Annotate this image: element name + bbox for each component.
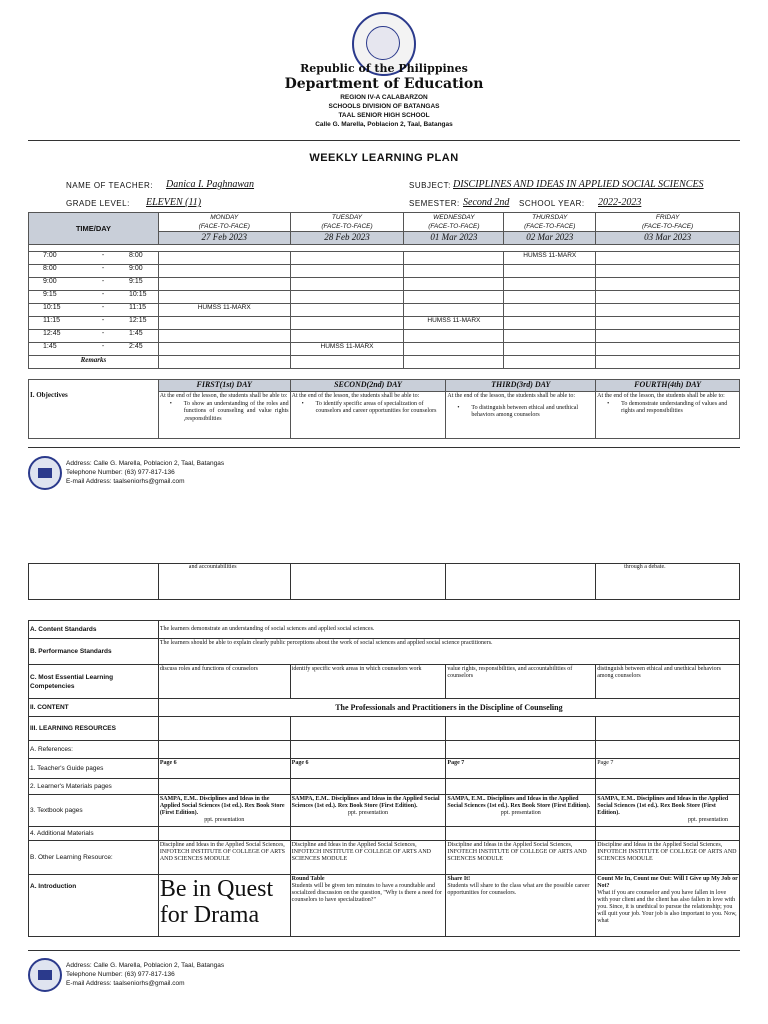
other-resources-cell-4: Discipline and Ideas in the Applied Social Sciences, INFOTECH INSTITUTE OF COLLEGE OF ARTS AND SCIENCES MODULE xyxy=(596,841,740,875)
footer-phone: Telephone Number: (63) 977-817-136 xyxy=(66,469,175,476)
melc-cell-3: value rights, responsibilities, and accountabilities of counselors xyxy=(446,665,596,699)
tg-page-2: Page 6 xyxy=(290,759,446,779)
content-text: The Professionals and Practitioners in the Discipline of Counseling xyxy=(158,699,739,717)
subject-value: DISCIPLINES AND IDEAS IN APPLIED SOCIAL SCIENCES xyxy=(453,179,704,190)
school-line: TAAL SENIOR HIGH SCHOOL xyxy=(338,112,430,119)
semester-label: SEMESTER: xyxy=(409,199,460,208)
textbook-cell-1: SAMPA, E.M.. Disciplines and Ideas in the Applied Social Sciences (1st ed.). Rex Book Store (First Edition). ppt. presentation xyxy=(158,795,290,827)
time-slot: 12:45 - 1:45 xyxy=(29,330,159,343)
schedule-cell xyxy=(596,278,740,291)
schedule-cell xyxy=(158,278,290,291)
day-header-monday: MONDAY (FACE-TO-FACE) xyxy=(158,213,290,232)
footer-email: E-mail Address: taalseniorhs@gmail.com xyxy=(66,980,185,987)
objectives-head-1: FIRST(1st) DAY xyxy=(158,380,290,392)
schedule-cell: HUMSS 11-MARX xyxy=(158,304,290,317)
introduction-cell-4: Count Me In, Count me Out: Will I Give up My Job or Not? What if you are counselor and you have fallen in love with your client and the client has also fallen in love with you. Since, it is unethical to pursue the relationship; you will quit your job. Your job is also important to you. Now, what xyxy=(596,875,740,937)
region-line: REGION IV-A CALABARZON xyxy=(340,94,428,101)
schedule-cell xyxy=(158,343,290,356)
date-monday: 27 Feb 2023 xyxy=(158,232,290,245)
schedule-cell xyxy=(596,317,740,330)
objectives-cont-4: through a debate. xyxy=(596,564,740,600)
schedule-cell xyxy=(596,291,740,304)
day-header-tuesday: TUESDAY (FACE-TO-FACE) xyxy=(290,213,404,232)
objectives-cont-1: and accountabilities xyxy=(158,564,290,600)
footer-email: E-mail Address: taalseniorhs@gmail.com xyxy=(66,478,185,485)
year-value: 2022-2023 xyxy=(598,197,642,208)
learners-materials-label: 2. Learner's Materials pages xyxy=(29,779,159,795)
schedule-cell xyxy=(596,252,740,265)
other-resources-label: B. Other Learning Resource: xyxy=(29,841,159,875)
objectives-head-4: FOURTH(4th) DAY xyxy=(596,380,740,392)
day-header-thursday: THURSDAY (FACE-TO-FACE) xyxy=(504,213,596,232)
schedule-cell xyxy=(404,265,504,278)
schedule-row xyxy=(29,304,740,317)
schedule-cell xyxy=(290,291,404,304)
schedule-cell xyxy=(290,304,404,317)
teachers-guide-label: 1. Teacher's Guide pages xyxy=(29,759,159,779)
schedule-cell xyxy=(290,317,404,330)
performance-standards-label: B. Performance Standards xyxy=(29,639,159,665)
footer-address: Address: Calle G. Marella, Poblacion 2, Taal, Batangas xyxy=(66,460,225,467)
date-tuesday: 28 Feb 2023 xyxy=(290,232,404,245)
schedule-cell: HUMSS 11-MARX xyxy=(504,252,596,265)
footer-divider xyxy=(28,950,740,951)
schedule-cell xyxy=(504,265,596,278)
objectives-day-4: At the end of the lesson, the students shall be able to: • To demonstrate understanding of values and rights and responsibilities xyxy=(596,392,740,439)
textbook-label: 3. Textbook pages xyxy=(29,795,159,827)
introduction-cell-3: Share It! Students will share to the class what are the possible career opportunities for counselors. xyxy=(446,875,596,937)
introduction-cell-1: Be in Quest for Drama xyxy=(158,875,290,937)
schedule-cell xyxy=(404,252,504,265)
school-logo xyxy=(28,958,62,992)
schedule-cell xyxy=(504,304,596,317)
content-label: II. CONTENT xyxy=(29,699,159,717)
additional-materials-label: 4. Additional Materials xyxy=(29,827,159,841)
content-standards-text: The learners demonstrate an understanding of social sciences and applied social sciences. xyxy=(158,621,739,639)
references-label: A. References: xyxy=(29,741,159,759)
tg-page-4: Page 7 xyxy=(596,759,740,779)
melc-cell-4: distinguish between ethical and unethical behaviors among counselors xyxy=(596,665,740,699)
objectives-day-1: At the end of the lesson, the students shall be able to: • To show an understanding of the roles and functions of counseling and value rights ,responsibilities xyxy=(158,392,290,439)
time-day-header: TIME/DAY xyxy=(29,213,159,245)
melc-label: C. Most Essential Learning Competencies xyxy=(29,665,159,699)
schedule-table xyxy=(28,212,740,369)
content-standards-label: A. Content Standards xyxy=(29,621,159,639)
objectives-head-2: SECOND(2nd) DAY xyxy=(290,380,446,392)
teacher-label: NAME OF TEACHER: xyxy=(66,181,153,190)
schedule-row xyxy=(29,330,740,343)
other-resources-cell-2: Discipline and Ideas in the Applied Social Sciences, INFOTECH INSTITUTE OF COLLEGE OF ARTS AND SCIENCES MODULE xyxy=(290,841,446,875)
textbook-cell-3: SAMPA, E.M.. Disciplines and Ideas in the Applied Social Sciences (1st ed.). Rex Book Store (First Edition). ppt. presentation xyxy=(446,795,596,827)
day-header-friday: FRIDAY (FACE-TO-FACE) xyxy=(596,213,740,232)
school-address-line: Calle G. Marella, Poblacion 2, Taal, Batangas xyxy=(315,121,453,128)
grade-label: GRADE LEVEL: xyxy=(66,199,130,208)
introduction-cell-2: Round Table Students will be given ten minutes to have a roundtable and socialized discussion on the question, "Why is there a need for counselors to have specialization?" xyxy=(290,875,446,937)
schedule-row xyxy=(29,317,740,330)
objectives-day-2: At the end of the lesson, the students shall be able to: • To identify specific areas of specialization of counselors and career opportunities for counselors xyxy=(290,392,446,439)
objectives-head-3: THIRD(3rd) DAY xyxy=(446,380,596,392)
schedule-cell xyxy=(404,304,504,317)
objectives-continuation xyxy=(28,563,740,600)
other-resources-cell-3: Discipline and Ideas in the Applied Social Sciences, INFOTECH INSTITUTE OF COLLEGE OF ARTS AND SCIENCES MODULE xyxy=(446,841,596,875)
grade-value: ELEVEN (11) xyxy=(146,197,202,208)
schedule-cell xyxy=(158,252,290,265)
remarks-label: Remarks xyxy=(29,356,159,369)
schedule-row xyxy=(29,265,740,278)
footer-address: Address: Calle G. Marella, Poblacion 2, Taal, Batangas xyxy=(66,962,225,969)
objectives-table xyxy=(28,379,740,439)
schedule-row xyxy=(29,252,740,265)
textbook-cell-2: SAMPA, E.M.. Disciplines and Ideas in the Applied Social Sciences (1st ed.). Rex Book Store (First Edition). ppt. presentation xyxy=(290,795,446,827)
other-resources-cell-1: Discipline and Ideas in the Applied Social Sciences, INFOTECH INSTITUTE OF COLLEGE OF ARTS AND SCIENCES MODULE xyxy=(158,841,290,875)
header-divider xyxy=(28,140,740,141)
schedule-cell xyxy=(158,330,290,343)
schedule-cell xyxy=(158,291,290,304)
schedule-cell xyxy=(290,278,404,291)
division-line: SCHOOLS DIVISION OF BATANGAS xyxy=(328,103,440,110)
schedule-cell xyxy=(404,278,504,291)
schedule-cell xyxy=(596,343,740,356)
footer-block-1 xyxy=(28,456,348,492)
schedule-cell xyxy=(404,291,504,304)
schedule-cell xyxy=(158,317,290,330)
page-title: WEEKLY LEARNING PLAN xyxy=(309,152,459,164)
time-slot: 10:15 - 11:15 xyxy=(29,304,159,317)
teacher-value: Danica I. Paghnawan xyxy=(166,179,255,190)
learning-resources-label: III. LEARNING RESOURCES xyxy=(29,717,159,741)
time-slot: 11:15 - 12:15 xyxy=(29,317,159,330)
department-heading: Department of Education xyxy=(284,76,484,92)
footer-phone: Telephone Number: (63) 977-817-136 xyxy=(66,971,175,978)
schedule-cell xyxy=(404,330,504,343)
day-header-wednesday: WEDNESDAY (FACE-TO-FACE) xyxy=(404,213,504,232)
introduction-label: A. Introduction xyxy=(29,875,159,937)
textbook-cell-4: SAMPA, E.M.. Disciplines and Ideas in the Applied Social Sciences (1st ed.). Rex Book Store (First Edition). ppt. presentation xyxy=(596,795,740,827)
schedule-cell xyxy=(158,265,290,278)
schedule-cell xyxy=(596,330,740,343)
schedule-cell xyxy=(596,265,740,278)
semester-value: Second 2nd xyxy=(463,197,510,208)
school-logo xyxy=(28,456,62,490)
footer-block-2 xyxy=(28,958,348,994)
schedule-cell xyxy=(504,278,596,291)
date-thursday: 02 Mar 2023 xyxy=(504,232,596,245)
melc-cell-1: discuss roles and functions of counselors xyxy=(158,665,290,699)
date-wednesday: 01 Mar 2023 xyxy=(404,232,504,245)
schedule-row xyxy=(29,278,740,291)
schedule-cell xyxy=(290,330,404,343)
republic-heading: Republic of the Philippines xyxy=(300,62,468,75)
schedule-cell xyxy=(596,304,740,317)
lesson-plan-table xyxy=(28,620,740,937)
year-label: SCHOOL YEAR: xyxy=(519,199,585,208)
page-break-divider xyxy=(28,447,740,448)
schedule-cell xyxy=(504,291,596,304)
schedule-cell xyxy=(290,265,404,278)
schedule-cell xyxy=(504,317,596,330)
tg-page-3: Page 7 xyxy=(446,759,596,779)
tg-page-1: Page 6 xyxy=(158,759,290,779)
time-slot: 9:00 - 9:15 xyxy=(29,278,159,291)
schedule-rows xyxy=(29,252,740,356)
time-slot: 8:00 - 9:00 xyxy=(29,265,159,278)
time-slot: 7:00 - 8:00 xyxy=(29,252,159,265)
schedule-cell: HUMSS 11-MARX xyxy=(404,317,504,330)
objectives-day-3: At the end of the lesson, the students shall be able to: • To distinguish between ethical and unethical behaviors among counselors xyxy=(446,392,596,439)
schedule-row xyxy=(29,343,740,356)
time-slot: 1:45 - 2:45 xyxy=(29,343,159,356)
schedule-cell: HUMSS 11-MARX xyxy=(290,343,404,356)
schedule-cell xyxy=(504,343,596,356)
performance-standards-text: The learners should be able to explain clearly public perceptions about the work of social sciences and applied social science practitioners. xyxy=(158,639,739,665)
melc-cell-2: identify specific work areas in which counselors work xyxy=(290,665,446,699)
schedule-row xyxy=(29,291,740,304)
schedule-cell xyxy=(404,343,504,356)
subject-label: SUBJECT: xyxy=(409,181,451,190)
objectives-label: I. Objectives xyxy=(30,390,68,399)
date-friday: 03 Mar 2023 xyxy=(596,232,740,245)
schedule-cell xyxy=(504,330,596,343)
time-slot: 9:15 - 10:15 xyxy=(29,291,159,304)
schedule-cell xyxy=(290,252,404,265)
